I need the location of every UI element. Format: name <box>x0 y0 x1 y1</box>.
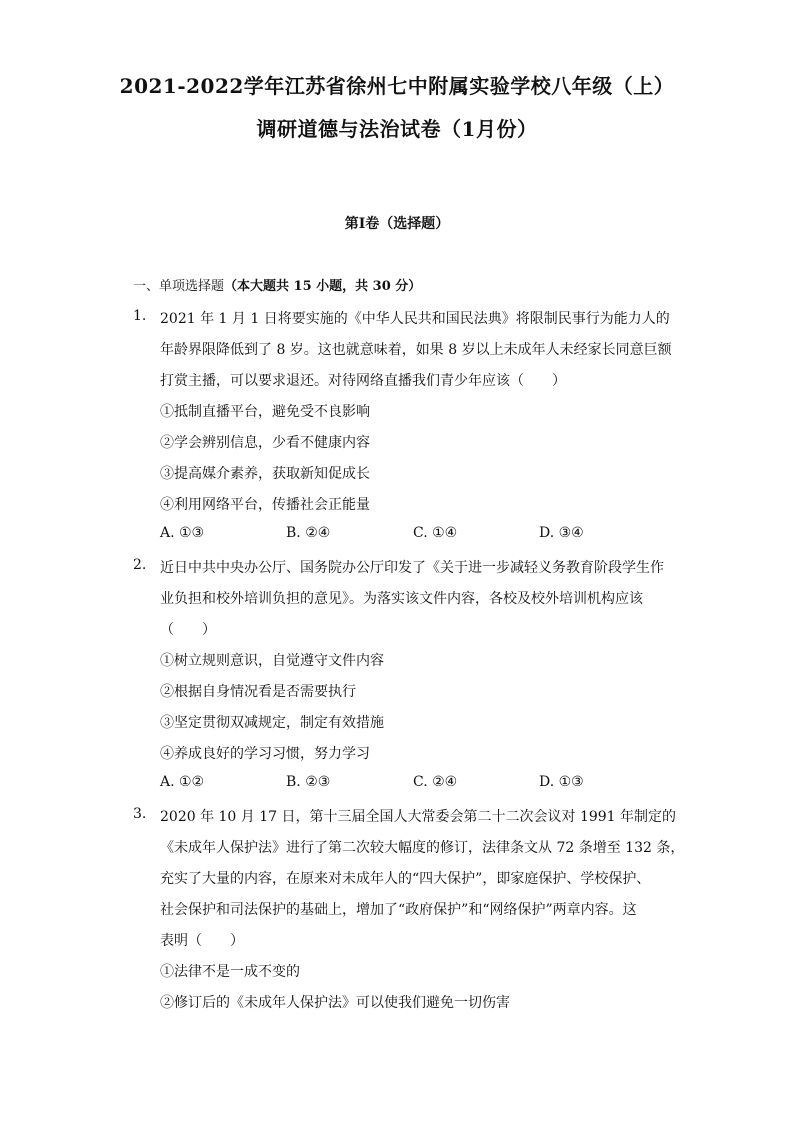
question-item: ②根据自身情况看是否需要执行 <box>160 684 356 700</box>
answer-option-b: B. ②③ <box>286 774 331 790</box>
question-item: ①树立规则意识，自觉遵守文件内容 <box>160 653 384 669</box>
question-stem-line: 社会保护和司法保护的基础上，增加了“政府保护”和“网络保护”两章内容。这 <box>160 902 637 918</box>
question-number: 2. <box>133 557 147 573</box>
question-stem-line: （ ） <box>160 622 216 638</box>
question-item: ④养成良好的学习习惯，努力学习 <box>160 746 370 762</box>
question-item: ③坚定贯彻双减规定，制定有效措施 <box>160 715 384 731</box>
exam-title-line1: 2021-2022学年江苏省徐州七中附属实验学校八年级（上） <box>119 74 675 98</box>
question-stem-line: 《未成年人保护法》进行了第二次较大幅度的修订，法律条文从 72 条增至 132 条， <box>160 840 685 856</box>
question-stem-line: 打赏主播，可以要求退还。对待网络直播我们青少年应该（ ） <box>160 373 566 389</box>
answer-option-a: A. ①② <box>160 774 205 790</box>
question-number: 3. <box>133 806 147 822</box>
question-stem-line: 充实了大量的内容，在原来对未成年人的“四大保护”，即家庭保护、学校保护、 <box>160 871 651 887</box>
question-item: ①法律不是一成不变的 <box>160 964 300 980</box>
section-prefix: 一、单项选择题 <box>133 279 225 294</box>
question-stem-line: 年龄界限降低到了 8 岁。这也就意味着，如果 8 岁以上未成年人未经家长同意巨额 <box>160 342 672 358</box>
section-info: （本大题共 15 小题，共 30 分） <box>224 279 422 294</box>
question-stem-line: 2020 年 10 月 17 日，第十三届全国人大常委会第二十二次会议对 1991 年制定的 <box>160 809 677 825</box>
answer-option-d: D. ①③ <box>539 774 584 790</box>
question-stem-line: 表明（ ） <box>160 933 244 949</box>
question-item: ①抵制直播平台，避免受不良影响 <box>160 404 370 420</box>
exam-title-line2: 调研道德与法治试卷（1月份） <box>256 117 538 141</box>
question-item: ④利用网络平台，传播社会正能量 <box>160 497 370 513</box>
answer-option-c: C. ②④ <box>413 774 458 790</box>
question-stem-line: 业负担和校外培训负担的意见》。为落实该文件内容，各校及校外培训机构应该 <box>160 591 643 607</box>
question-item: ②修订后的《未成年人保护法》可以使我们避免一切伤害 <box>160 995 510 1011</box>
answer-option-c: C. ①④ <box>413 525 458 541</box>
answer-option-b: B. ②④ <box>286 525 331 541</box>
question-number: 1. <box>133 308 147 324</box>
question-item: ③提高媒介素养，获取新知促成长 <box>160 466 370 482</box>
section-heading <box>133 275 421 294</box>
answer-option-a: A. ①③ <box>160 525 205 541</box>
question-item: ②学会辨别信息，少看不健康内容 <box>160 435 370 451</box>
question-stem-line: 2021 年 1 月 1 日将要实施的《中华人民共和国民法典》将限制民事行为能力人的 <box>160 311 670 327</box>
volume-title: 第I卷（选择题） <box>344 216 450 232</box>
question-stem-line: 近日中共中央办公厅、国务院办公厅印发了《关于进一步减轻义务教育阶段学生作 <box>160 560 664 576</box>
answer-option-d: D. ③④ <box>539 525 584 541</box>
